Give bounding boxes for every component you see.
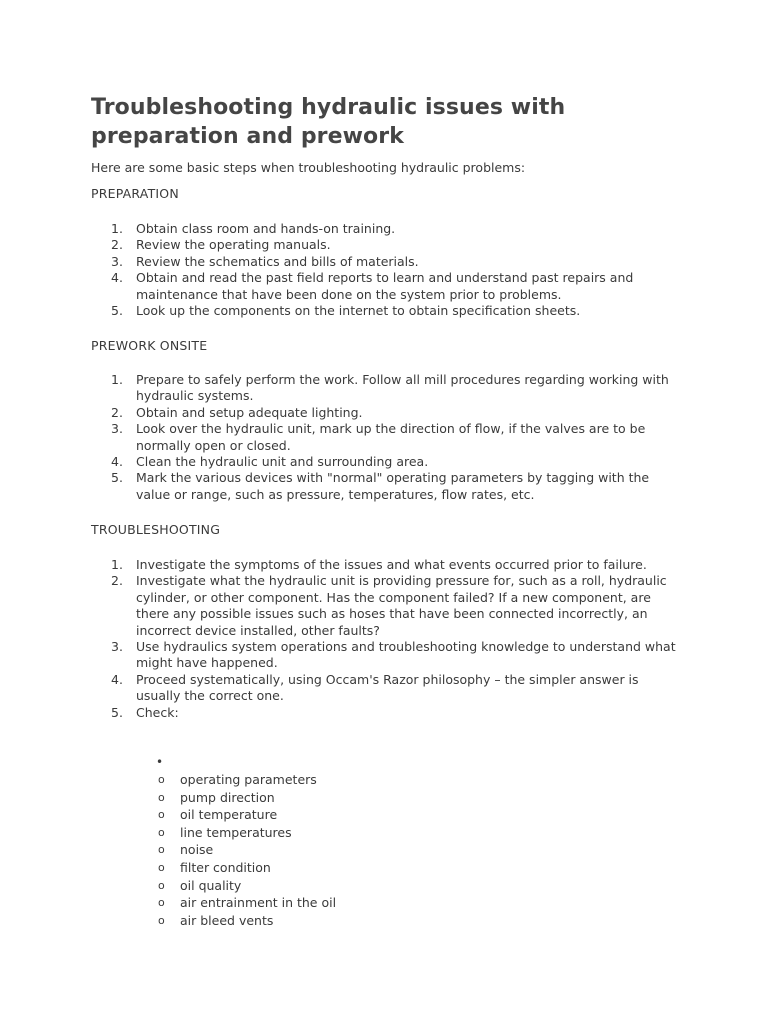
list-item [158, 841, 336, 859]
list-item [158, 806, 336, 824]
list-item-text: Look over the hydraulic unit, mark up the direction of flow, if the valves are to be normally open or closed. [136, 421, 646, 453]
list-item: 4. Proceed systematically, using Occam's Razor philosophy – the simpler answer is usually the correct one. [111, 671, 639, 704]
prework-list [91, 372, 681, 503]
list-item: 1. Obtain class room and hands-on training. [111, 221, 396, 236]
list-item-text: Investigate what the hydraulic unit is providing pressure for, such as a roll, hydraulic cylinder, or other component. Has the component failed? If a new component, are there any possible issues such as hoses that have been connected incorrectly, an incorrect device installed, other faults? [136, 573, 667, 638]
list-item: 3. Review the schematics and bills of materials. [111, 253, 419, 269]
list-item-text: Prepare to safely perform the work. Follow all mill procedures regarding working with hydraulic systems. [136, 372, 669, 404]
list-item-text: Look up the components on the internet to obtain specification sheets. [136, 303, 581, 319]
list-item-text: Clean the hydraulic unit and surrounding area. [136, 454, 429, 470]
list-item [158, 894, 336, 912]
list-item-text: Check: [136, 704, 179, 720]
list-item-text: Mark the various devices with "normal" operating parameters by tagging with the value or range, such as pressure, temperatures, flow rates, etc. [136, 470, 650, 502]
list-item: 2. Investigate what the hydraulic unit is providing pressure for, such as a roll, hydraulic cylinder, or other component. Has the component failed? If a new component, are there any possible issues such as hoses that have been connected incorrectly, an incorrect device installed, other faults? [111, 573, 667, 638]
list-item [158, 771, 336, 789]
list-item: 5. Look up the components on the internet to obtain specification sheets. [111, 303, 581, 319]
list-item-text: Use hydraulics system operations and troubleshooting knowledge to understand what might have happened. [136, 639, 676, 671]
list-item-text: oil temperature [180, 807, 278, 823]
list-item-text: Review the operating manuals. [136, 237, 331, 253]
list-item-text: Proceed systematically, using Occam's Razor philosophy – the simpler answer is usually the correct one. [136, 671, 639, 704]
circle-bullet-icon: o [158, 843, 165, 857]
list-item [158, 824, 336, 842]
list-item-text: Investigate the symptoms of the issues and what events occurred prior to failure. [136, 557, 647, 572]
list-item-text: air entrainment in the oil [180, 895, 337, 911]
list-item-text: noise [180, 842, 214, 858]
list-item-text: line temperatures [180, 824, 292, 840]
list-item: 4. Obtain and read the past field reports to learn and understand past repairs and maintenance that have been done on the system prior to problems. [111, 270, 634, 302]
list-item-text: Review the schematics and bills of materials. [136, 253, 419, 269]
section-heading-preparation: PREPARATION [91, 186, 179, 201]
troubleshooting-list [91, 557, 681, 721]
list-item: 4. Clean the hydraulic unit and surrounding area. [111, 454, 429, 470]
circle-bullet-icon: o [158, 808, 165, 822]
list-item-text: Obtain and setup adequate lighting. [136, 404, 363, 420]
list-item: 1. Investigate the symptoms of the issues and what events occurred prior to failure. [111, 557, 647, 572]
bullet-icon: • [156, 755, 164, 769]
circle-bullet-icon: o [158, 790, 165, 804]
list-item: 2. Obtain and setup adequate lighting. [111, 404, 363, 420]
list-item-text: air bleed vents [180, 912, 274, 928]
preparation-list [91, 221, 681, 319]
list-item-text: oil quality [180, 877, 242, 893]
list-item: 3. Look over the hydraulic unit, mark up the direction of flow, if the valves are to be normally open or closed. [111, 421, 646, 453]
list-item-text: pump direction [180, 789, 275, 805]
circle-bullet-icon: o [158, 825, 165, 839]
list-item-text: Obtain and read the past field reports to learn and understand past repairs and maintenance that have been done on the system prior to problems. [136, 270, 634, 302]
list-item-text: filter condition [180, 859, 271, 875]
page-title: Troubleshooting hydraulic issues with preparation and prework [91, 95, 566, 149]
list-item [158, 877, 336, 895]
list-item: 2. Review the operating manuals. [111, 237, 331, 253]
circle-bullet-icon: o [158, 913, 165, 927]
circle-bullet-icon: o [158, 860, 165, 874]
list-item-text: Obtain class room and hands-on training. [136, 221, 396, 236]
list-item [158, 859, 336, 877]
circle-bullet-icon: o [158, 878, 165, 892]
check-list [158, 771, 336, 929]
circle-bullet-icon: o [158, 896, 165, 910]
section-heading-troubleshooting: TROUBLESHOOTING [91, 522, 221, 537]
list-item [158, 912, 336, 930]
list-item: 1. Prepare to safely perform the work. Follow all mill procedures regarding working with hydraulic systems. [111, 372, 669, 404]
intro-text: Here are some basic steps when troubleshooting hydraulic problems: [91, 160, 526, 175]
circle-bullet-icon: o [158, 773, 165, 786]
list-item: 5. Mark the various devices with "normal" operating parameters by tagging with the value or range, such as pressure, temperatures, flow rates, etc. [111, 470, 650, 502]
list-item: 5. Check: [111, 704, 179, 720]
list-item [158, 789, 336, 807]
list-item: 3. Use hydraulics system operations and troubleshooting knowledge to understand what might have happened. [111, 639, 676, 671]
section-heading-prework-onsite: PREWORK ONSITE [91, 338, 208, 353]
list-item-text: operating parameters [180, 772, 317, 787]
